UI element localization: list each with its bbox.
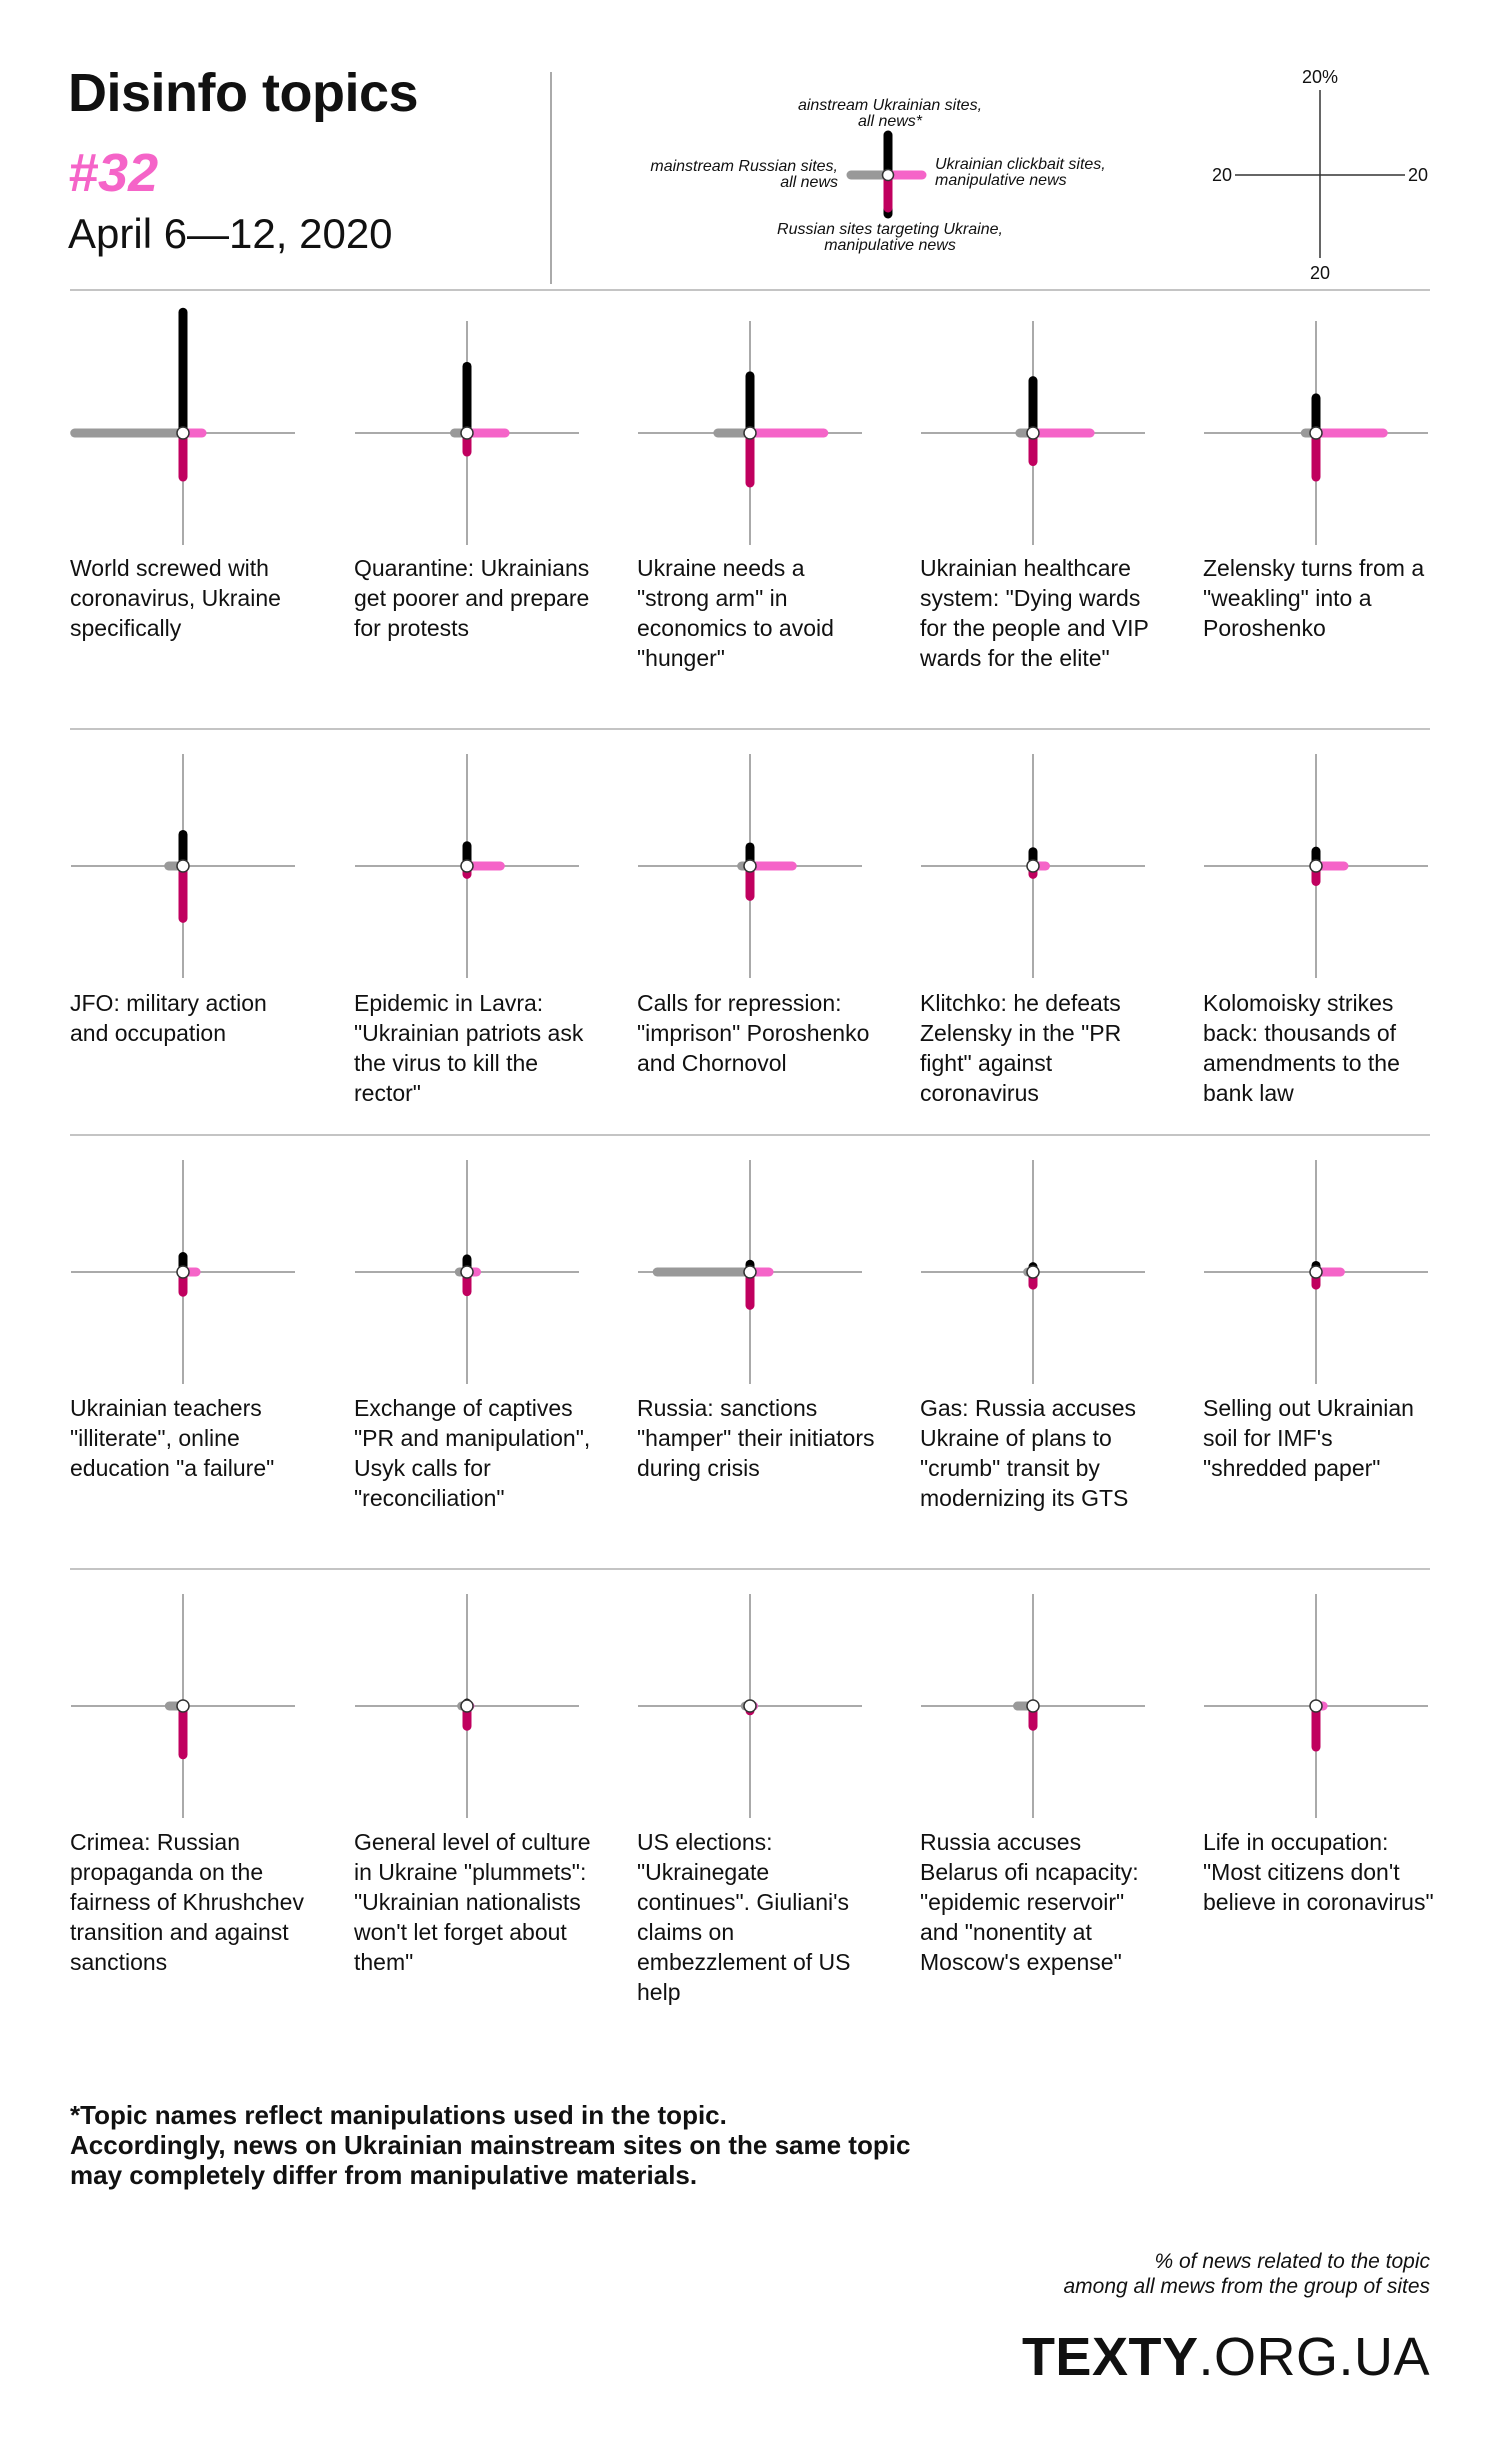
units-note-line2: among all mews from the group of sites	[1063, 2275, 1430, 2298]
issue-number: #32	[68, 143, 159, 203]
topic-title-3: Ukraine needs a "strong arm" in economics to avoid "hunger"	[637, 555, 834, 671]
topic-title-18: US elections: "Ukrainegate continues". Giuliani's claims on embezzlement of US help	[637, 1829, 851, 2005]
topic-title-5: Zelensky turns from a "weakling" into a Poroshenko	[1203, 555, 1425, 641]
topic-title-14: Gas: Russia accuses Ukraine of plans to "crumb" transit by modernizing its GTS	[920, 1395, 1137, 1511]
brand-rest: .ORG.UA	[1198, 2327, 1430, 2387]
glyph-center-dot	[744, 860, 756, 872]
glyph-center-dot	[1310, 1266, 1322, 1278]
glyph-center-dot	[1310, 860, 1322, 872]
topic-glyph-10	[1204, 754, 1428, 978]
topic-glyph-18	[638, 1594, 862, 1818]
topic-glyph-6	[71, 754, 295, 978]
legend-label-top: ainstream Ukrainian sites, all news*	[797, 97, 983, 130]
topic-title-15: Selling out Ukrainian soil for IMF's "shredded paper"	[1203, 1395, 1414, 1481]
glyph-center-dot	[177, 427, 189, 439]
topic-glyph-19	[921, 1594, 1145, 1818]
legend-label-right: Ukrainian clickbait sites, manipulative news	[935, 156, 1106, 189]
topic-title-10: Kolomoisky strikes back: thousands of amendments to the bank law	[1203, 990, 1400, 1106]
glyph-center-dot	[744, 427, 756, 439]
scale-label-top: 20%	[1301, 67, 1339, 87]
glyph-center-dot	[461, 1266, 473, 1278]
topic-glyph-8	[638, 754, 862, 978]
brand-bold: TEXTY	[1021, 2327, 1199, 2387]
topic-title-20: Life in occupation: "Most citizens don't believe in coronavirus"	[1203, 1829, 1434, 1915]
topic-title-19: Russia accuses Belarus ofi ncapacity: "epidemic reservoir" and "nonentity at Moscow's expense"	[920, 1829, 1139, 1975]
topic-title-4: Ukrainian healthcare system: "Dying wards for the people and VIP wards for the elite"	[920, 555, 1149, 671]
legend-label-bottom: Russian sites targeting Ukraine, manipulative news	[777, 221, 1003, 254]
topic-title-16: Crimea: Russian propaganda on the fairness of Khrushchev transition and against sanctions	[70, 1829, 304, 1975]
topic-glyph-20	[1204, 1594, 1428, 1818]
scale-label-right: 20	[1408, 165, 1429, 185]
glyph-center-dot	[461, 427, 473, 439]
glyph-center-dot	[1310, 427, 1322, 439]
glyph-center-dot	[744, 1266, 756, 1278]
glyph-center-dot	[1027, 427, 1039, 439]
topic-glyph-2	[355, 321, 579, 545]
topic-glyph-1	[71, 312, 295, 545]
topic-glyph-13	[638, 1160, 862, 1384]
legend-label-left: mainstream Russian sites, all news	[650, 158, 838, 191]
scale-label-bottom: 20	[1309, 263, 1331, 283]
glyph-center-dot	[1027, 1266, 1039, 1278]
topic-glyph-15	[1204, 1160, 1428, 1384]
glyph-center-dot	[177, 1266, 189, 1278]
topic-title-2: Quarantine: Ukrainians get poorer and prepare for protests	[354, 555, 590, 641]
glyph-center-dot	[1027, 1700, 1039, 1712]
topic-glyph-14	[921, 1160, 1145, 1384]
date-range: April 6—12, 2020	[68, 210, 393, 257]
topic-glyph-5	[1204, 321, 1428, 545]
glyph-center-dot	[1310, 1700, 1322, 1712]
topic-glyph-9	[921, 754, 1145, 978]
topic-glyph-16	[71, 1594, 295, 1818]
glyph-center-dot	[177, 1700, 189, 1712]
topic-glyph-7	[355, 754, 579, 978]
topic-title-12: Exchange of captives "PR and manipulation", Usyk calls for "reconciliation"	[354, 1395, 591, 1511]
topic-title-11: Ukrainian teachers "illiterate", online education "a failure"	[70, 1395, 275, 1481]
topic-title-8: Calls for repression: "imprison" Poroshenko and Chornovol	[637, 990, 870, 1076]
glyph-center-dot	[461, 1700, 473, 1712]
topic-glyph-17	[355, 1594, 579, 1818]
glyph-center-dot	[461, 860, 473, 872]
topic-glyph-4	[921, 321, 1145, 545]
page-title: Disinfo topics	[68, 63, 419, 123]
glyph-center-dot	[1027, 860, 1039, 872]
brand-logo[interactable]	[1022, 2326, 1430, 2388]
glyph-center-dot	[744, 1700, 756, 1712]
topic-title-17: General level of culture in Ukraine "plummets": "Ukrainian nationalists won't let forget about them"	[354, 1829, 591, 1975]
glyph-center-dot	[177, 860, 189, 872]
topic-glyph-3	[638, 321, 862, 545]
topic-title-7: Epidemic in Lavra: "Ukrainian patriots ask the virus to kill the rector"	[354, 990, 584, 1106]
units-note-line1: % of news related to the topic	[1154, 2250, 1430, 2273]
footnote: *Topic names reflect manipulations used in the topic. Accordingly, news on Ukrainian mainstream sites on the same topic may completely differ from manipulative materials.	[70, 2100, 911, 2190]
topic-title-6: JFO: military action and occupation	[70, 990, 267, 1046]
topic-glyph-11	[71, 1160, 295, 1384]
topic-title-1: World screwed with coronavirus, Ukraine specifically	[70, 555, 281, 641]
topic-title-9: Klitchko: he defeats Zelensky in the "PR fight" against coronavirus	[920, 990, 1122, 1106]
topic-glyph-12	[355, 1160, 579, 1384]
scale-label-left: 20	[1211, 165, 1232, 185]
topic-title-13: Russia: sanctions "hamper" their initiators during crisis	[637, 1395, 875, 1481]
